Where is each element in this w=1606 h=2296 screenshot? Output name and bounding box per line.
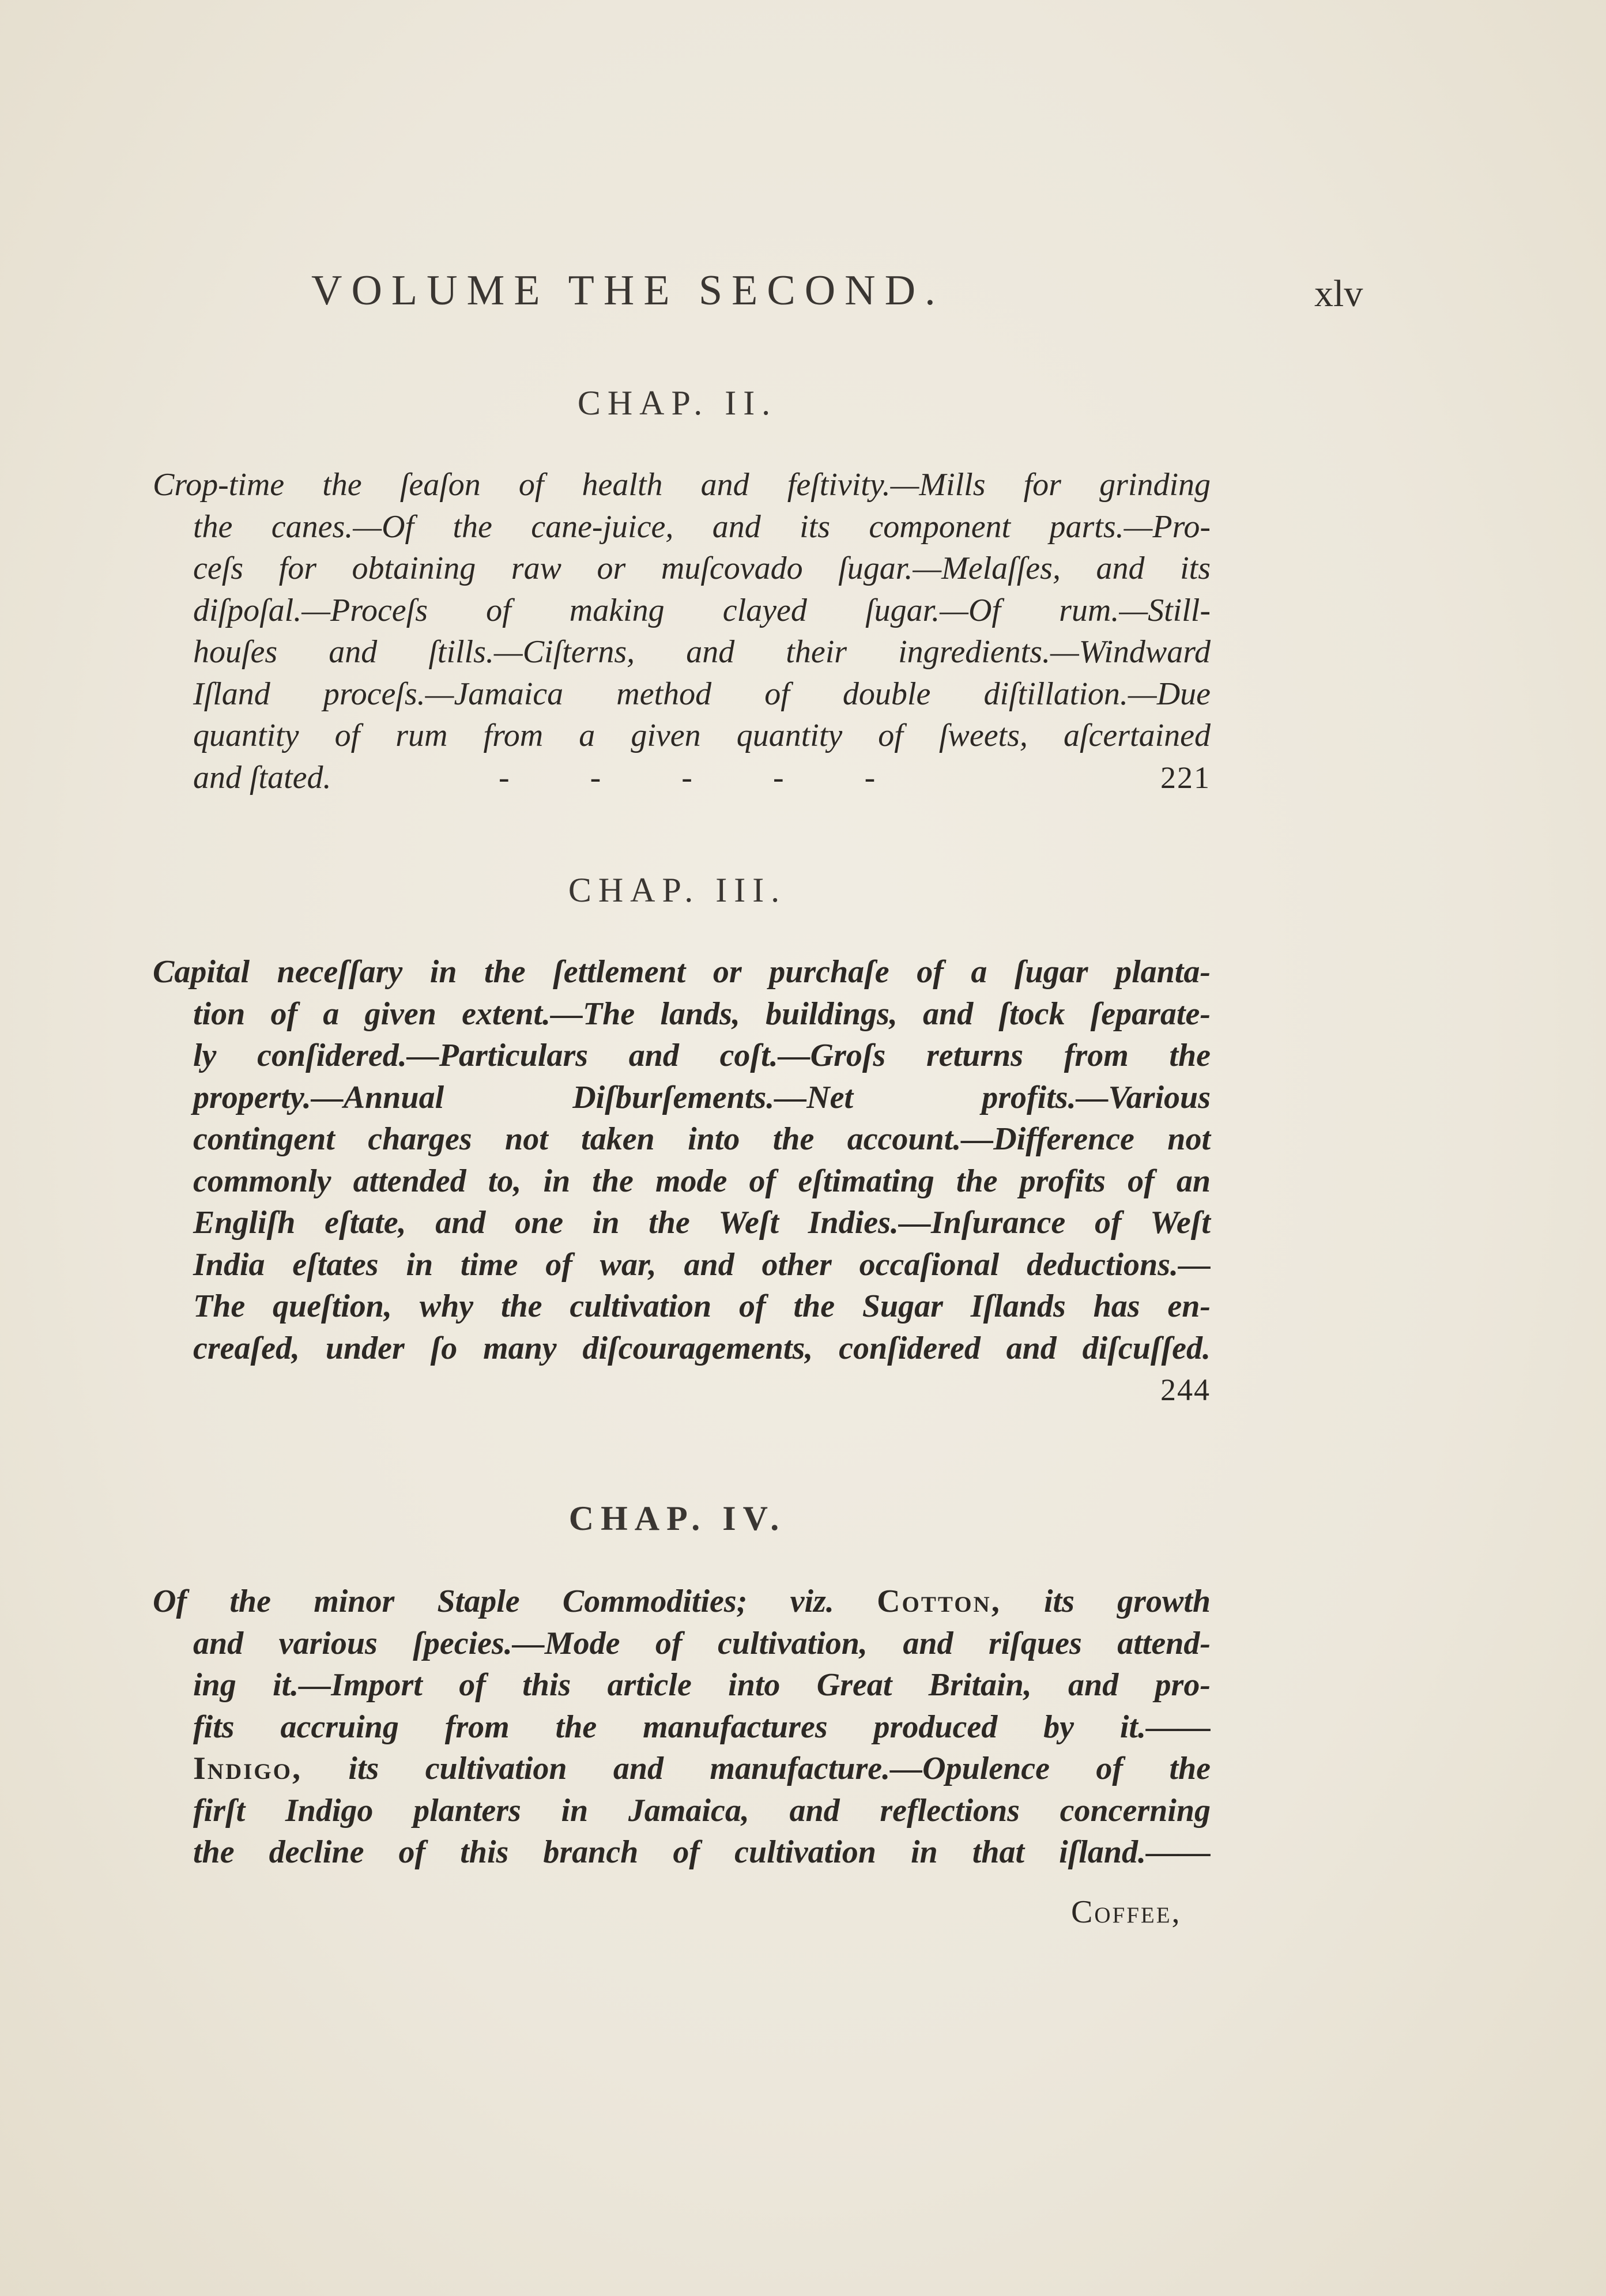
chapter-heading-4: CHAP. IV. (568, 1499, 786, 1537)
synopsis-line: Of the minor Staple Commodities; viz. (153, 1584, 834, 1619)
chapter-4-synopsis (153, 1581, 1211, 1873)
synopsis-line: Crop-time the ſeaſon of health and feſtivity.—Mills for grinding (153, 467, 1211, 503)
synopsis-line: tion of a given extent.—The lands, buildings, and ſtock ſeparate- (193, 996, 1211, 1032)
page-reference: 244 (1160, 1373, 1211, 1407)
synopsis-line: contingent charges not taken into the account.—Difference not (193, 1121, 1211, 1157)
synopsis-line: ing it.—Import of this article into Great Britain, and pro- (193, 1667, 1211, 1703)
chapter-2-synopsis (153, 464, 1211, 798)
synopsis-line: fits accruing from the manufactures produced by it.—— (193, 1709, 1211, 1745)
chapter-heading-2: CHAP. II. (577, 384, 778, 422)
synopsis-line: creaſed, under ſo many diſcouragements, conſidered and diſcuſſed. (193, 1330, 1211, 1366)
catchword: Coffee, (1071, 1894, 1182, 1930)
indigo-label: Indigo, (193, 1751, 302, 1786)
synopsis-line: Iſland proceſs.—Jamaica method of double diſtillation.—Due (193, 676, 1211, 712)
synopsis-line: and ſtated. (193, 759, 331, 796)
synopsis-line: commonly attended to, in the mode of eſtimating the profits of an (193, 1163, 1211, 1199)
synopsis-line: and various ſpecies.—Mode of cultivation, and riſques attend- (193, 1625, 1211, 1661)
page-reference: 221 (1160, 760, 1211, 795)
chapter-3-synopsis (153, 951, 1211, 1411)
running-head: VOLUME THE SECOND. (311, 267, 945, 314)
chapter-heading-3: CHAP. III. (568, 871, 787, 909)
synopsis-line: India eſtates in time of war, and other occaſional deductions.— (193, 1246, 1211, 1283)
synopsis-line: Engliſh eſtate, and one in the Weſt Indies.—Inſurance of Weſt (193, 1205, 1211, 1241)
synopsis-line: diſpoſal.—Proceſs of making clayed ſugar.—Of rum.—Still- (193, 592, 1211, 628)
synopsis-line: its cultivation and manufacture.—Opulence of the (348, 1751, 1211, 1786)
synopsis-line: its growth (1044, 1584, 1211, 1619)
synopsis-line: Capital neceſſary in the ſettlement or purchaſe of a ſugar planta- (153, 954, 1211, 990)
leader-dots: - - - - - (499, 759, 876, 796)
synopsis-line-first (153, 1581, 1211, 1623)
synopsis-line: The queſtion, why the cultivation of the Sugar Iſlands has en- (193, 1288, 1211, 1324)
page-reference-line (153, 1369, 1211, 1411)
synopsis-line: firſt Indigo planters in Jamaica, and reflections concerning (193, 1792, 1211, 1828)
synopsis-line: the decline of this branch of cultivation in that iſland.—— (193, 1834, 1211, 1870)
page-number: xlv (1314, 273, 1363, 315)
synopsis-line: property.—Annual Diſburſements.—Net profits.—Various (193, 1079, 1211, 1115)
synopsis-line: quantity of rum from a given quantity of ſweets, aſcertained (193, 718, 1211, 753)
cotton-label: Cotton, (877, 1584, 1001, 1619)
synopsis-line: the canes.—Of the cane-juice, and its component parts.—Pro- (193, 508, 1211, 545)
synopsis-line: houſes and ſtills.—Ciſterns, and their ingredients.—Windward (193, 634, 1211, 670)
synopsis-line: ceſs for obtaining raw or muſcovado ſugar.—Melaſſes, and its (193, 551, 1211, 586)
synopsis-line: ly conſidered.—Particulars and coſt.—Groſs returns from the (193, 1038, 1211, 1073)
synopsis-line-indigo (153, 1748, 1211, 1790)
synopsis-last-line (153, 757, 1211, 799)
